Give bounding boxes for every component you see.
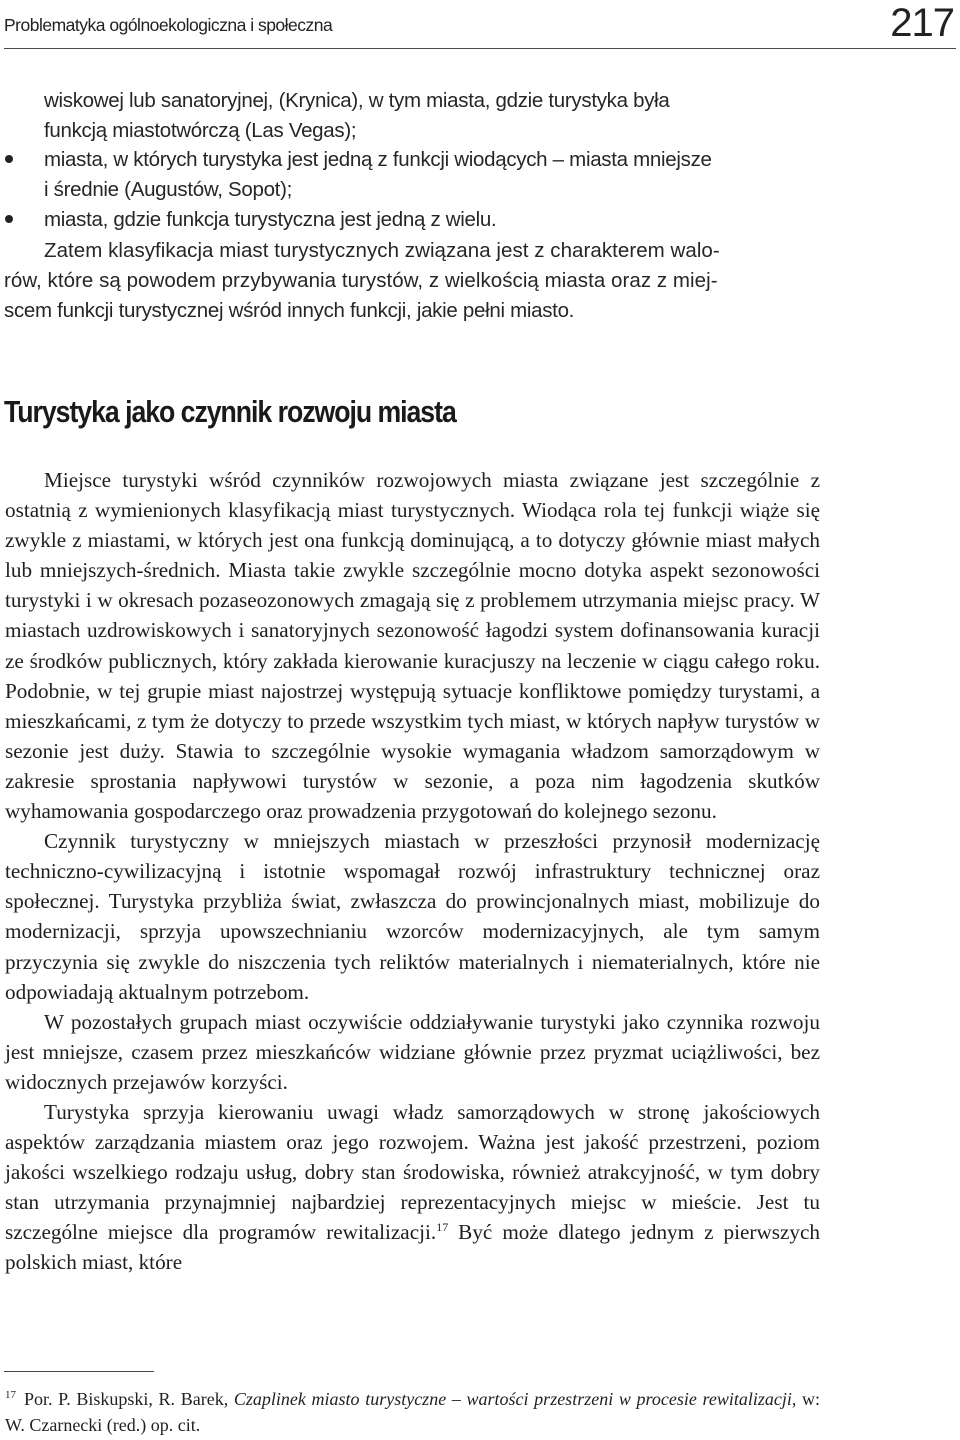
paragraph-text: Turystyka sprzyja kierowaniu uwagi władz samorządowych w stronę jakościowych aspektów zarządzania miastem oraz jego rozwojem. Ważna jest jakość przestrzeni, poziom jakości wszelkiego rodzaju usług, dobry stan środowiska, również atrakcyjność, w tym dobry stan utrzymania przynajmniej najbardziej reprezentacyjnych miejsc w mieście. Jest tu szczególne miejsce dla programów rewitalizacji.	[5, 1099, 820, 1245]
footnote-title: Czaplinek miasto turystyczne – wartości przestrzeni w procesie rewitalizacji	[233, 1389, 792, 1409]
footnote-authors: Por. P. Biskupski, R. Barek,	[24, 1389, 229, 1409]
paragraph: Miejsce turystyki wśród czynników rozwojowych miasta związane jest szczególnie z ostatnią z wymienionych klasyfikacją miast turystycznych. Wiodąca rola tej funkcji wiąże się zwykle z miastami, w których jest ona funkcją dominującą, a to dotyczy głównie miast małych lub mniejszych-średnich. Miasta takie zwykle szczególnie mocno dotyka aspekt sezonowości turystyki i w okresach pozaseozonowych zmagają się z problemem utrzymania miejsc pracy. W miastach uzdrowiskowych i sanatoryjnych sezonowość łagodzi system dofinansowania kuracji ze środków publicznych, który zakłada kierowanie kuracjuszy na leczenie w ciągu całego roku. Podobnie, w tej grupie miast najostrzej występują sytuacje konfliktowe pomiędzy turystami, a mieszkańcami, z tym że dotyczy to przede wszystkim tych miast, w których napływ turystów w sezonie jest duży. Stawia to szczególnie wysokie wymagania władzom samorządowym w zakresie sprostania napływowi turystów w sezonie, a poza nim łagodzenia skutków wyhamowania gospodarczego oraz prowadzenia przygotowań do kolejnego sezonu.	[5, 468, 820, 824]
footnote-divider	[4, 1371, 154, 1372]
footnote	[5, 1386, 820, 1438]
paragraph: Czynnik turystyczny w mniejszych miastach w przeszłości przynosił modernizację techniczno-cywilizacyjną i istotnie wspomagał rozwój infrastruktury technicznej oraz społecznej. Turystyka przybliża świat, zwłaszcza do prowincjonalnych miast, mobilizuje do modernizacji, sprzyja upowszechnianiu wzorców modernizacyjnych, ale tym samym przyczynia się zwykle do niszczenia tych reliktów materialnych i niematerialnych, które nie odpowiadają aktualnym potrzebom.	[5, 829, 820, 1004]
summary-line: scem funkcji turystycznej wśród innych funkcji, jakie pełni miasto.	[4, 299, 575, 322]
list-item: miasta, gdzie funkcja turystyczna jest jedną z wielu.	[44, 208, 497, 231]
footnote-number: 17	[5, 1389, 16, 1401]
list-item: i średnie (Augustów, Sopot);	[44, 178, 292, 201]
page-number: 217	[890, 1, 954, 45]
running-title: Problematyka ogólnoekologiczna i społeczna	[4, 15, 333, 35]
list-item: miasta, w których turystyka jest jedną z funkcji wiodących – miasta mniejsze	[44, 148, 712, 171]
summary-line: rów, które są powodem przybywania turystów, z wielkością miasta oraz z miej-	[4, 269, 718, 292]
footnote-ref[interactable]: 17	[436, 1220, 449, 1235]
intro-line: wiskowej lub sanatoryjnej, (Krynica), w tym miasta, gdzie turystyka była	[44, 89, 670, 112]
summary-line: Zatem klasyfikacja miast turystycznych związana jest z charakterem walo-	[44, 239, 720, 262]
section-heading: Turystyka jako czynnik rozwoju miasta	[4, 394, 456, 429]
paragraph: W pozostałych grupach miast oczywiście oddziaływanie turystyki jako czynnika rozwoju jest mniejsze, czasem przez mieszkańców widziane głównie przez pryzmat uciążliwości, bez widocznych przejawów korzyści.	[5, 1009, 820, 1094]
footnote-source: , w: W. Czarnecki (red.) op. cit.	[5, 1389, 821, 1435]
paragraph-text: Być może dlatego jednym z pierwszych polskich miast, które	[5, 1220, 820, 1275]
section-body	[5, 465, 820, 1278]
bullet-icon	[5, 215, 13, 223]
intro-line: funkcją miastotwórczą (Las Vegas);	[44, 119, 357, 142]
running-header	[4, 0, 956, 49]
bullet-icon	[5, 155, 13, 163]
paragraph	[5, 1097, 820, 1278]
